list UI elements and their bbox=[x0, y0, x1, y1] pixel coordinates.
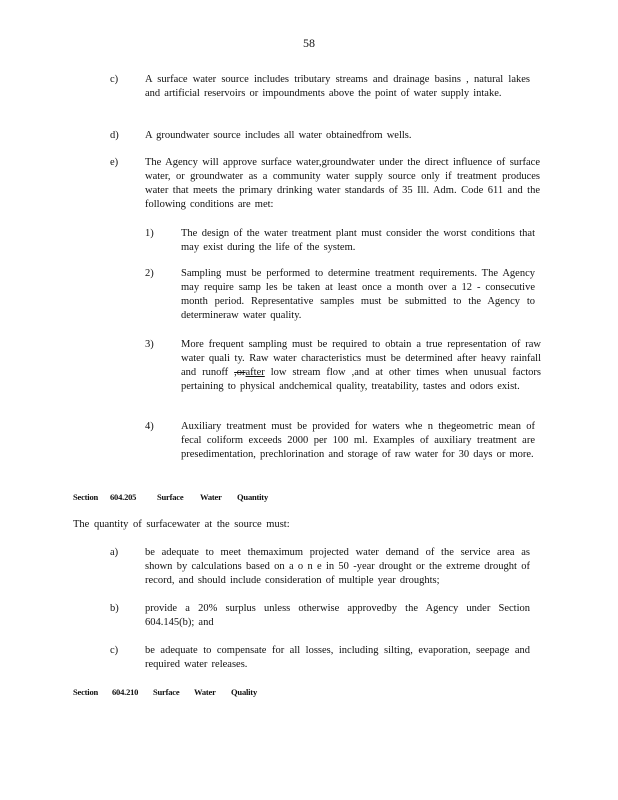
section-title-word: Surface bbox=[153, 687, 180, 697]
item-marker: 1) bbox=[145, 228, 154, 239]
item-text-part: More frequent sampling must be required to obtain a true representation of raw water quali ty. Raw water characteristics must be determined after heavy rainfall and runoff bbox=[181, 339, 541, 378]
item-text: A groundwater source includes all water obtainedfrom wells. bbox=[145, 130, 412, 141]
item-marker: d) bbox=[110, 130, 119, 141]
section-title-word: Water bbox=[200, 492, 222, 502]
list-item bbox=[110, 602, 530, 632]
item-text-part: low stream flow ,and at other times when unusual factors pertaining to physical andchemical quality, treatability, tastes and odors exist. bbox=[181, 367, 541, 392]
section-label: Section bbox=[73, 492, 99, 502]
item-marker: 2) bbox=[145, 268, 154, 279]
list-item bbox=[110, 546, 530, 590]
item-marker: b) bbox=[110, 603, 119, 614]
section-number: 604.210 bbox=[112, 687, 139, 697]
sub-list-item bbox=[145, 420, 535, 478]
item-text: be adequate to meet themaximum projected water demand of the service area as shown by calculations based on a o n e in 50 -year drought or the extreme drought of record, and should include consideration of multiple year droughts; bbox=[145, 547, 530, 586]
item-text: provide a 20% surplus unless otherwise approvedby the Agency under Section 604.145(b); and bbox=[145, 603, 530, 628]
sub-list-item bbox=[145, 338, 541, 410]
list-item bbox=[110, 644, 530, 674]
item-text: Sampling must be performed to determine treatment requirements. The Agency may require samp les be taken at least once a month over a 12 - consecutive month period. Representative samples must be submitted to the Agency to determineraw water quality. bbox=[181, 268, 535, 321]
item-marker: e) bbox=[110, 157, 119, 168]
item-text: A surface water source includes tributary streams and drainage basins , natural lakes and artificial reservoirs or impoundments above the point of water supply intake. bbox=[145, 74, 530, 99]
section-intro: The quantity of surfacewater at the source must: bbox=[73, 519, 290, 530]
underlined-text: after bbox=[245, 367, 265, 378]
sub-list-item bbox=[145, 267, 535, 325]
item-marker: 3) bbox=[145, 339, 154, 350]
list-item bbox=[110, 156, 540, 214]
item-marker: c) bbox=[110, 645, 119, 656]
list-item bbox=[110, 129, 530, 145]
section-title-word: Surface bbox=[157, 492, 184, 502]
section-label: Section bbox=[73, 687, 99, 697]
item-text: The Agency will approve surface water,groundwater under the direct influence of surface water, or groundwater as a community water supply source only if treatment produces water that meets the primary drinking water standards of 35 Ill. Adm. Code 611 and the following conditions are met: bbox=[145, 157, 540, 210]
section-title-word: Water bbox=[194, 687, 216, 697]
item-marker: 4) bbox=[145, 421, 154, 432]
section-number: 604.205 bbox=[110, 492, 137, 502]
item-marker: c) bbox=[110, 74, 119, 85]
page-number: 58 bbox=[303, 36, 315, 50]
item-marker: a) bbox=[110, 547, 119, 558]
list-item bbox=[110, 73, 530, 117]
item-text: The design of the water treatment plant must consider the worst conditions that may exist during the life of the system. bbox=[181, 228, 535, 253]
section-title-word: Quality bbox=[231, 687, 257, 697]
item-text bbox=[181, 338, 541, 394]
section-title-word: Quantity bbox=[237, 492, 268, 502]
sub-list-item bbox=[145, 227, 535, 257]
item-text: Auxiliary treatment must be provided for waters whe n thegeometric mean of fecal coliform exceeds 2000 per 100 ml. Examples of auxiliary treatment are presedimentation, prechlorination and storage of raw water for 30 days or more. bbox=[181, 421, 535, 460]
item-text: be adequate to compensate for all losses, including silting, evaporation, seepage and required water releases. bbox=[145, 645, 530, 670]
struck-text: ,or bbox=[234, 367, 246, 378]
